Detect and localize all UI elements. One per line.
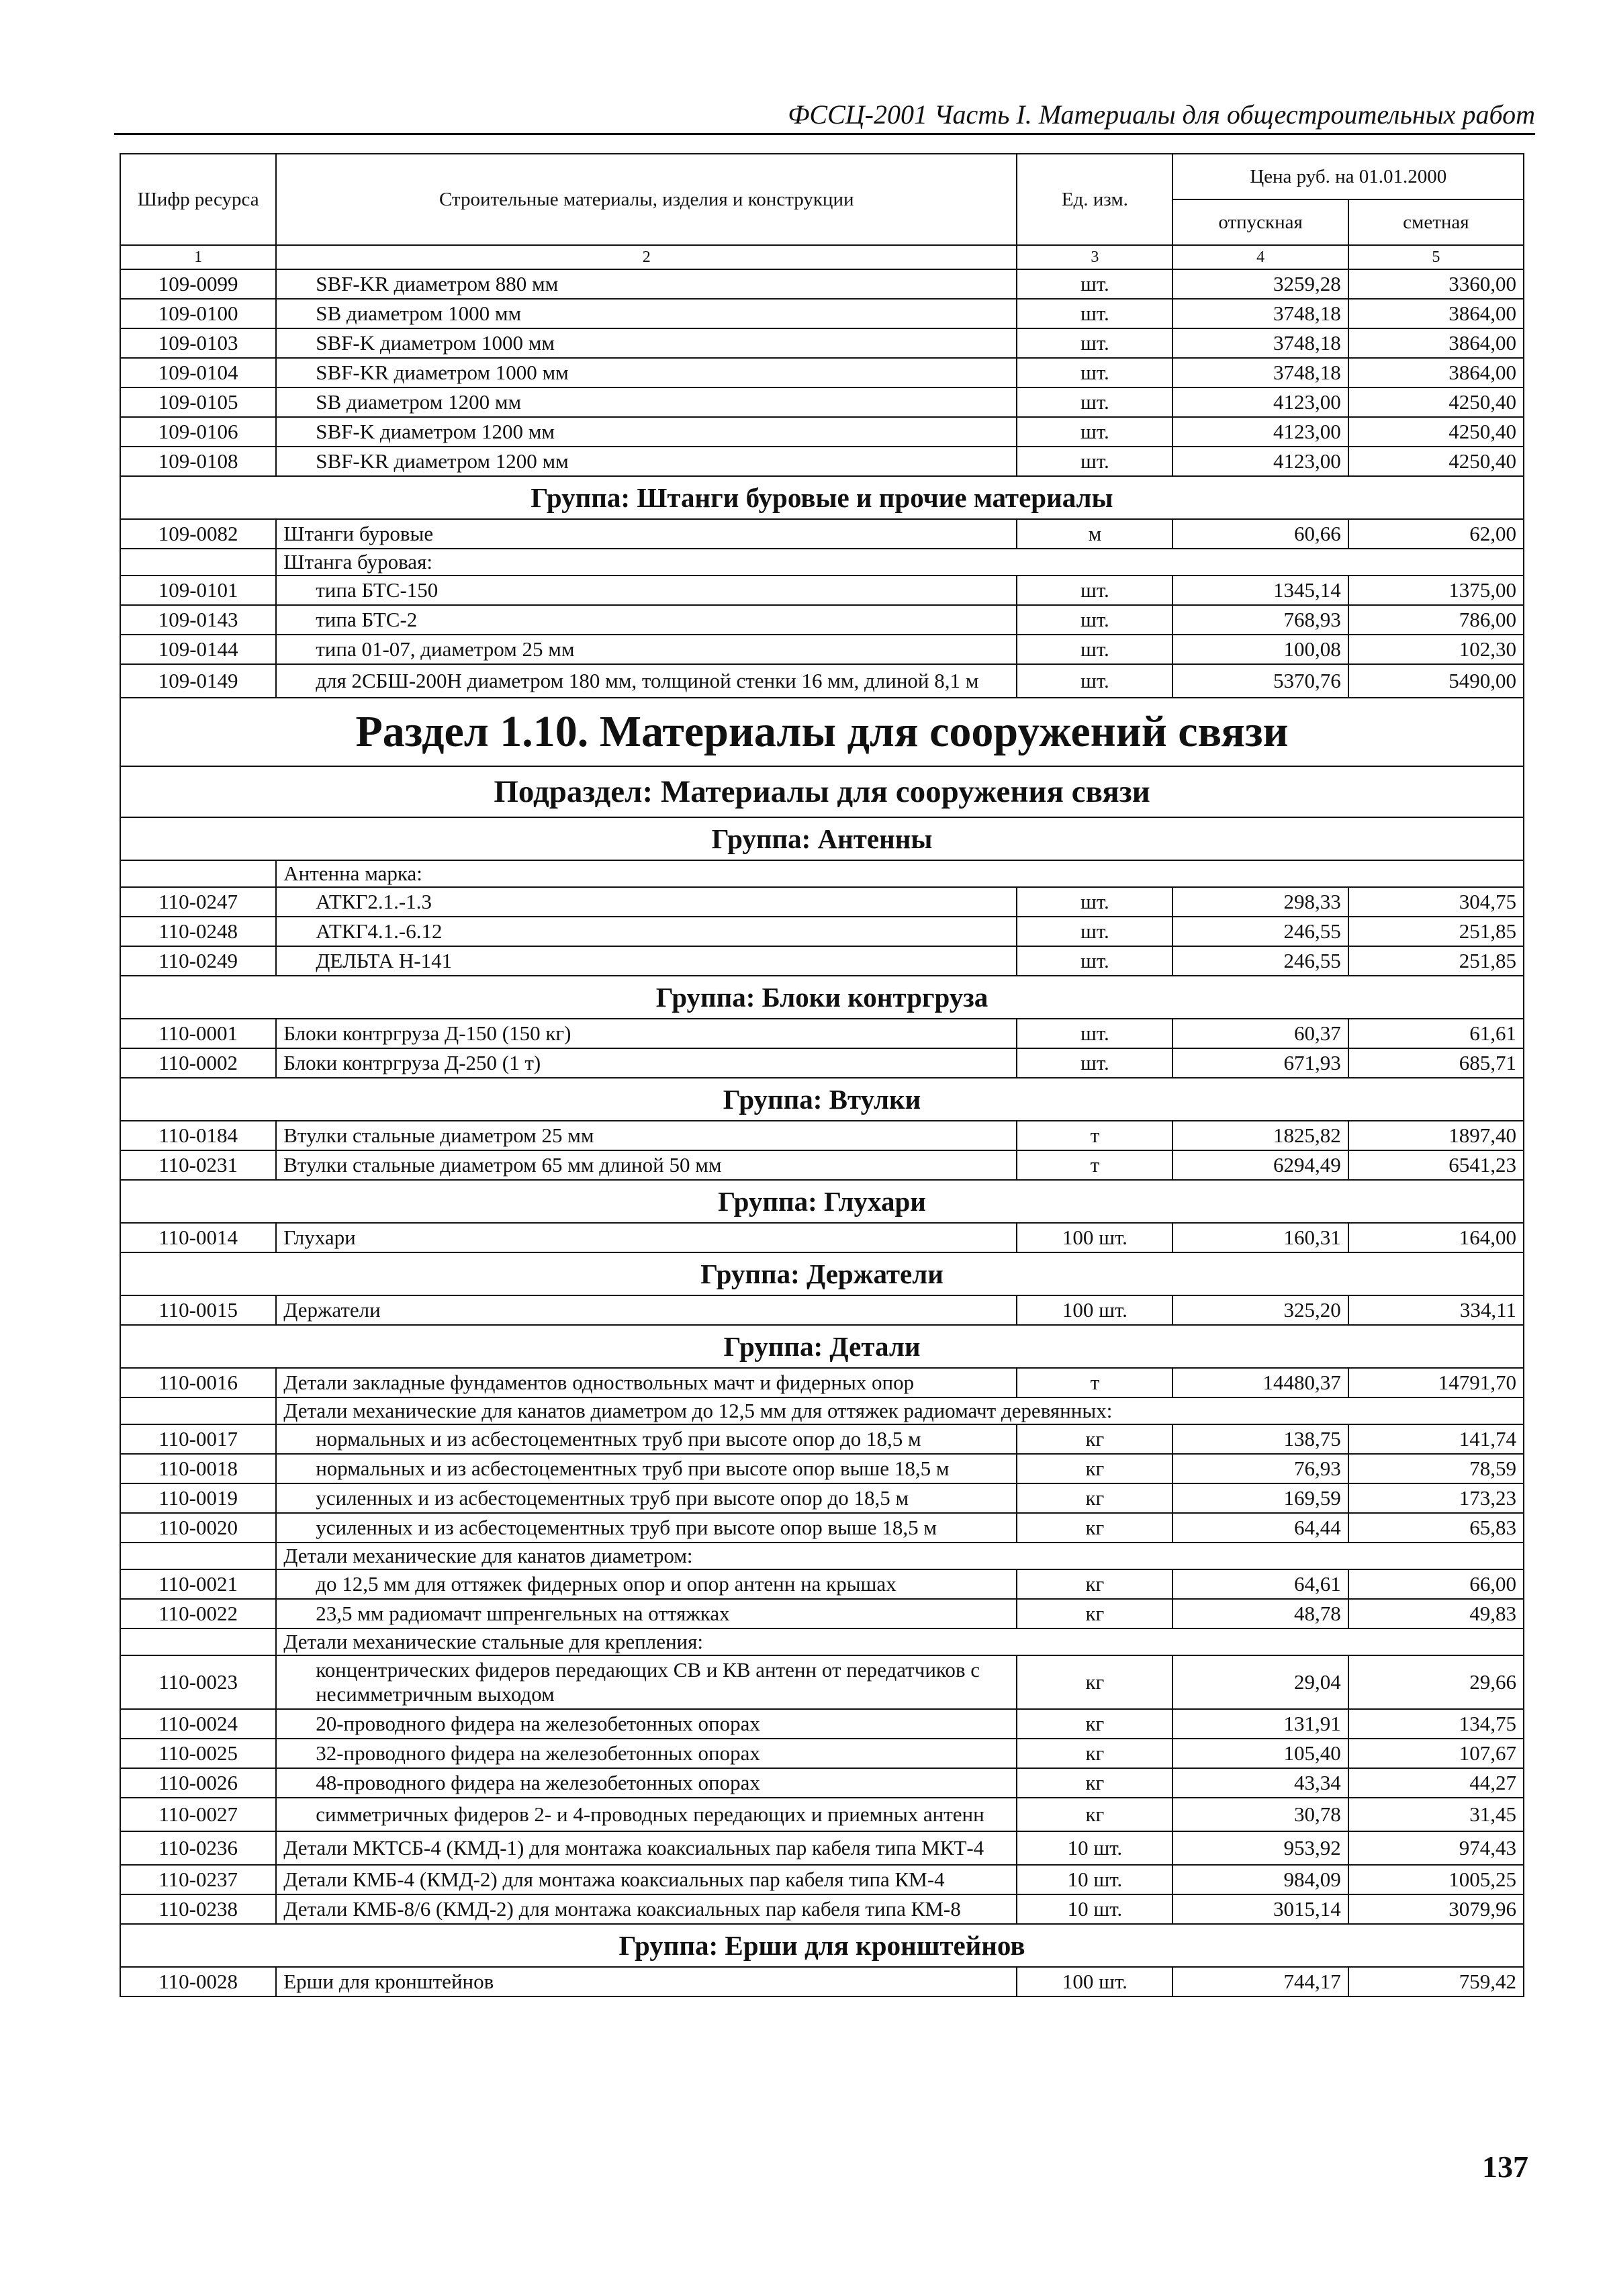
material-name: SB диаметром 1000 мм xyxy=(276,299,1017,328)
estimate-price: 685,71 xyxy=(1348,1048,1524,1078)
resource-code: 110-0025 xyxy=(120,1739,276,1768)
estimate-price: 31,45 xyxy=(1348,1798,1524,1831)
table-row xyxy=(120,1709,1524,1739)
group-heading: Группа: Антенны xyxy=(120,817,1524,860)
unit-of-measure: шт. xyxy=(1017,576,1173,605)
resource-code: 109-0144 xyxy=(120,635,276,664)
table-row xyxy=(120,1513,1524,1543)
resource-code: 110-0248 xyxy=(120,917,276,946)
release-price: 48,78 xyxy=(1173,1599,1348,1628)
unit-of-measure: кг xyxy=(1017,1798,1173,1831)
table-row xyxy=(120,417,1524,447)
group-heading: Группа: Глухари xyxy=(120,1180,1524,1223)
resource-code: 110-0022 xyxy=(120,1599,276,1628)
group-heading: Группа: Блоки контргруза xyxy=(120,976,1524,1019)
resource-code: 110-0018 xyxy=(120,1454,276,1483)
subsection-heading: Подраздел: Материалы для сооружения связи xyxy=(120,766,1524,817)
material-name: Держатели xyxy=(276,1295,1017,1325)
group-heading: Группа: Втулки xyxy=(120,1078,1524,1121)
material-name: SBF-KR диаметром 1200 мм xyxy=(276,447,1017,476)
release-price: 64,44 xyxy=(1173,1513,1348,1543)
table-row xyxy=(120,1768,1524,1798)
group-heading: Группа: Ерши для кронштейнов xyxy=(120,1924,1524,1967)
material-name: Ерши для кронштейнов xyxy=(276,1967,1017,1996)
estimate-price: 66,00 xyxy=(1348,1569,1524,1599)
estimate-price: 164,00 xyxy=(1348,1223,1524,1252)
material-name: Детали КМБ-4 (КМД-2) для монтажа коаксиальных пар кабеля типа КМ-4 xyxy=(276,1865,1017,1894)
resource-code: 109-0082 xyxy=(120,519,276,549)
release-price: 3748,18 xyxy=(1173,358,1348,387)
group-heading-row xyxy=(120,1078,1524,1121)
estimate-price: 44,27 xyxy=(1348,1768,1524,1798)
resource-code: 109-0149 xyxy=(120,664,276,698)
table-row xyxy=(120,1048,1524,1078)
resource-code: 110-0016 xyxy=(120,1368,276,1397)
resource-code: 110-0023 xyxy=(120,1655,276,1709)
subgroup-label: Антенна марка: xyxy=(276,860,1524,887)
unit-of-measure: шт. xyxy=(1017,1019,1173,1048)
section-heading-row xyxy=(120,698,1524,766)
release-price: 29,04 xyxy=(1173,1655,1348,1709)
release-price: 6294,49 xyxy=(1173,1150,1348,1180)
group-heading-row xyxy=(120,817,1524,860)
column-numbers-row xyxy=(120,245,1524,269)
unit-of-measure: шт. xyxy=(1017,635,1173,664)
estimate-price: 334,11 xyxy=(1348,1295,1524,1325)
estimate-price: 134,75 xyxy=(1348,1709,1524,1739)
group-heading: Группа: Держатели xyxy=(120,1252,1524,1295)
subgroup-label: Детали механические стальные для крепления: xyxy=(276,1628,1524,1655)
material-name: SB диаметром 1200 мм xyxy=(276,387,1017,417)
resource-code: 110-0231 xyxy=(120,1150,276,1180)
col-number: 1 xyxy=(120,245,276,269)
unit-of-measure: м xyxy=(1017,519,1173,549)
col-header-unit: Ед. изм. xyxy=(1017,154,1173,245)
unit-of-measure: шт. xyxy=(1017,417,1173,447)
release-price: 138,75 xyxy=(1173,1424,1348,1454)
table-row xyxy=(120,1599,1524,1628)
unit-of-measure: шт. xyxy=(1017,946,1173,976)
estimate-price: 5490,00 xyxy=(1348,664,1524,698)
material-name: ДЕЛЬТА Н-141 xyxy=(276,946,1017,976)
table-row xyxy=(120,1655,1524,1709)
table-row xyxy=(120,1739,1524,1768)
release-price: 246,55 xyxy=(1173,917,1348,946)
resource-code: 109-0101 xyxy=(120,576,276,605)
material-name: нормальных и из асбестоцементных труб при высоте опор выше 18,5 м xyxy=(276,1454,1017,1483)
unit-of-measure: 100 шт. xyxy=(1017,1223,1173,1252)
resource-code: 110-0247 xyxy=(120,887,276,917)
unit-of-measure: шт. xyxy=(1017,387,1173,417)
resource-code: 110-0028 xyxy=(120,1967,276,1996)
unit-of-measure: кг xyxy=(1017,1513,1173,1543)
material-name: для 2СБШ-200Н диаметром 180 мм, толщиной стенки 16 мм, длиной 8,1 м xyxy=(276,664,1017,698)
table-row xyxy=(120,1454,1524,1483)
release-price: 325,20 xyxy=(1173,1295,1348,1325)
release-price: 14480,37 xyxy=(1173,1368,1348,1397)
estimate-price: 4250,40 xyxy=(1348,387,1524,417)
material-name: усиленных и из асбестоцементных труб при высоте опор до 18,5 м xyxy=(276,1483,1017,1513)
unit-of-measure: шт. xyxy=(1017,664,1173,698)
table-row xyxy=(120,1483,1524,1513)
header-title: ФССЦ-2001 Часть I. Материалы для общестроительных работ xyxy=(788,99,1535,130)
table-row xyxy=(120,447,1524,476)
table-row xyxy=(120,1019,1524,1048)
subgroup-label: Штанга буровая: xyxy=(276,549,1524,576)
release-price: 3015,14 xyxy=(1173,1894,1348,1924)
release-price: 100,08 xyxy=(1173,635,1348,664)
unit-of-measure: шт. xyxy=(1017,917,1173,946)
estimate-price: 141,74 xyxy=(1348,1424,1524,1454)
unit-of-measure: шт. xyxy=(1017,358,1173,387)
resource-code: 110-0024 xyxy=(120,1709,276,1739)
unit-of-measure: кг xyxy=(1017,1454,1173,1483)
table-row xyxy=(120,1894,1524,1924)
material-name: Детали КМБ-8/6 (КМД-2) для монтажа коаксиальных пар кабеля типа КМ-8 xyxy=(276,1894,1017,1924)
material-name: Детали закладные фундаментов одноствольных мачт и фидерных опор xyxy=(276,1368,1017,1397)
group-heading-row xyxy=(120,1252,1524,1295)
resource-code: 109-0106 xyxy=(120,417,276,447)
estimate-price: 4250,40 xyxy=(1348,417,1524,447)
table-row xyxy=(120,664,1524,698)
resource-code: 109-0100 xyxy=(120,299,276,328)
group-heading-row xyxy=(120,476,1524,519)
section-heading: Раздел 1.10. Материалы для сооружений связи xyxy=(120,698,1524,766)
table-row xyxy=(120,1798,1524,1831)
estimate-price: 49,83 xyxy=(1348,1599,1524,1628)
col-header-price: Цена руб. на 01.01.2000 xyxy=(1173,154,1524,199)
resource-code: 110-0019 xyxy=(120,1483,276,1513)
resource-code: 110-0249 xyxy=(120,946,276,976)
resource-code: 110-0184 xyxy=(120,1121,276,1150)
unit-of-measure: кг xyxy=(1017,1483,1173,1513)
material-name: SBF-K диаметром 1200 мм xyxy=(276,417,1017,447)
group-heading-row xyxy=(120,1180,1524,1223)
material-name: типа БТС-2 xyxy=(276,605,1017,635)
resource-code: 110-0002 xyxy=(120,1048,276,1078)
resource-code: 109-0108 xyxy=(120,447,276,476)
material-name: АТКГ2.1.-1.3 xyxy=(276,887,1017,917)
release-price: 160,31 xyxy=(1173,1223,1348,1252)
estimate-price: 3864,00 xyxy=(1348,328,1524,358)
table-row xyxy=(120,576,1524,605)
table-row xyxy=(120,1295,1524,1325)
table-row xyxy=(120,887,1524,917)
table-row xyxy=(120,269,1524,299)
resource-code: 110-0237 xyxy=(120,1865,276,1894)
estimate-price: 304,75 xyxy=(1348,887,1524,917)
table-row xyxy=(120,1223,1524,1252)
release-price: 4123,00 xyxy=(1173,417,1348,447)
table-row xyxy=(120,358,1524,387)
estimate-price: 62,00 xyxy=(1348,519,1524,549)
unit-of-measure: шт. xyxy=(1017,605,1173,635)
unit-of-measure: т xyxy=(1017,1121,1173,1150)
material-name: 48-проводного фидера на железобетонных опорах xyxy=(276,1768,1017,1798)
unit-of-measure: шт. xyxy=(1017,269,1173,299)
release-price: 671,93 xyxy=(1173,1048,1348,1078)
col-header-estimate-price: сметная xyxy=(1348,199,1524,245)
resource-code: 109-0099 xyxy=(120,269,276,299)
material-name: нормальных и из асбестоцементных труб при высоте опор до 18,5 м xyxy=(276,1424,1017,1454)
col-number: 4 xyxy=(1173,245,1348,269)
material-name: 23,5 мм радиомачт шпренгельных на оттяжках xyxy=(276,1599,1017,1628)
estimate-price: 251,85 xyxy=(1348,946,1524,976)
page-header xyxy=(114,94,1535,135)
resource-code: 109-0105 xyxy=(120,387,276,417)
empty-code-cell xyxy=(120,1397,276,1424)
release-price: 744,17 xyxy=(1173,1967,1348,1996)
material-name: Блоки контргруза Д-250 (1 т) xyxy=(276,1048,1017,1078)
material-name: Втулки стальные диаметром 25 мм xyxy=(276,1121,1017,1150)
unit-of-measure: 10 шт. xyxy=(1017,1831,1173,1865)
estimate-price: 3864,00 xyxy=(1348,358,1524,387)
resource-code: 110-0236 xyxy=(120,1831,276,1865)
col-number: 2 xyxy=(276,245,1017,269)
subsection-heading-row xyxy=(120,766,1524,817)
material-name: Штанги буровые xyxy=(276,519,1017,549)
page-number: 137 xyxy=(1482,2150,1528,2184)
release-price: 4123,00 xyxy=(1173,387,1348,417)
resource-code: 109-0143 xyxy=(120,605,276,635)
estimate-price: 29,66 xyxy=(1348,1655,1524,1709)
table-row xyxy=(120,387,1524,417)
release-price: 298,33 xyxy=(1173,887,1348,917)
estimate-price: 173,23 xyxy=(1348,1483,1524,1513)
col-header-code: Шифр ресурса xyxy=(120,154,276,245)
unit-of-measure: кг xyxy=(1017,1739,1173,1768)
unit-of-measure: кг xyxy=(1017,1569,1173,1599)
unit-of-measure: 100 шт. xyxy=(1017,1967,1173,1996)
estimate-price: 1375,00 xyxy=(1348,576,1524,605)
release-price: 5370,76 xyxy=(1173,664,1348,698)
estimate-price: 61,61 xyxy=(1348,1019,1524,1048)
release-price: 1825,82 xyxy=(1173,1121,1348,1150)
table-row xyxy=(120,635,1524,664)
group-heading: Группа: Штанги буровые и прочие материалы xyxy=(120,476,1524,519)
estimate-price: 6541,23 xyxy=(1348,1150,1524,1180)
resource-code: 110-0015 xyxy=(120,1295,276,1325)
unit-of-measure: кг xyxy=(1017,1655,1173,1709)
col-header-name: Строительные материалы, изделия и конструкции xyxy=(276,154,1017,245)
material-name: Детали МКТСБ-4 (КМД-1) для монтажа коаксиальных пар кабеля типа МКТ-4 xyxy=(276,1831,1017,1865)
release-price: 4123,00 xyxy=(1173,447,1348,476)
unit-of-measure: т xyxy=(1017,1150,1173,1180)
unit-of-measure: 10 шт. xyxy=(1017,1894,1173,1924)
table-header-row xyxy=(120,154,1524,199)
subgroup-label: Детали механические для канатов диаметром: xyxy=(276,1543,1524,1569)
release-price: 3748,18 xyxy=(1173,299,1348,328)
subgroup-label-row xyxy=(120,549,1524,576)
empty-code-cell xyxy=(120,549,276,576)
resource-code: 109-0104 xyxy=(120,358,276,387)
estimate-price: 974,43 xyxy=(1348,1831,1524,1865)
table-row xyxy=(120,605,1524,635)
subgroup-label-row xyxy=(120,1543,1524,1569)
estimate-price: 102,30 xyxy=(1348,635,1524,664)
estimate-price: 251,85 xyxy=(1348,917,1524,946)
material-name: 20-проводного фидера на железобетонных опорах xyxy=(276,1709,1017,1739)
release-price: 3748,18 xyxy=(1173,328,1348,358)
empty-code-cell xyxy=(120,860,276,887)
estimate-price: 3360,00 xyxy=(1348,269,1524,299)
release-price: 953,92 xyxy=(1173,1831,1348,1865)
table-row xyxy=(120,1424,1524,1454)
col-number: 5 xyxy=(1348,245,1524,269)
release-price: 1345,14 xyxy=(1173,576,1348,605)
unit-of-measure: кг xyxy=(1017,1599,1173,1628)
resource-code: 110-0020 xyxy=(120,1513,276,1543)
material-name: симметричных фидеров 2- и 4-проводных передающих и приемных антенн xyxy=(276,1798,1017,1831)
release-price: 30,78 xyxy=(1173,1798,1348,1831)
material-name: АТКГ4.1.-6.12 xyxy=(276,917,1017,946)
resource-code: 110-0017 xyxy=(120,1424,276,1454)
estimate-price: 4250,40 xyxy=(1348,447,1524,476)
empty-code-cell xyxy=(120,1628,276,1655)
release-price: 246,55 xyxy=(1173,946,1348,976)
release-price: 60,37 xyxy=(1173,1019,1348,1048)
group-heading-row xyxy=(120,976,1524,1019)
release-price: 105,40 xyxy=(1173,1739,1348,1768)
subgroup-label-row xyxy=(120,860,1524,887)
material-name: Блоки контргруза Д-150 (150 кг) xyxy=(276,1019,1017,1048)
estimate-price: 14791,70 xyxy=(1348,1368,1524,1397)
release-price: 768,93 xyxy=(1173,605,1348,635)
estimate-price: 1005,25 xyxy=(1348,1865,1524,1894)
material-name: Втулки стальные диаметром 65 мм длиной 50 мм xyxy=(276,1150,1017,1180)
unit-of-measure: шт. xyxy=(1017,887,1173,917)
estimate-price: 786,00 xyxy=(1348,605,1524,635)
estimate-price: 78,59 xyxy=(1348,1454,1524,1483)
unit-of-measure: шт. xyxy=(1017,447,1173,476)
table-row xyxy=(120,1121,1524,1150)
release-price: 43,34 xyxy=(1173,1768,1348,1798)
release-price: 76,93 xyxy=(1173,1454,1348,1483)
resource-code: 110-0021 xyxy=(120,1569,276,1599)
col-header-release-price: отпускная xyxy=(1173,199,1348,245)
table-row xyxy=(120,519,1524,549)
table-row xyxy=(120,1150,1524,1180)
material-name: SBF-KR диаметром 1000 мм xyxy=(276,358,1017,387)
unit-of-measure: 10 шт. xyxy=(1017,1865,1173,1894)
table-row xyxy=(120,299,1524,328)
table-row xyxy=(120,1865,1524,1894)
unit-of-measure: шт. xyxy=(1017,328,1173,358)
table-row xyxy=(120,1967,1524,1996)
material-name: типа 01-07, диаметром 25 мм xyxy=(276,635,1017,664)
material-name: концентрических фидеров передающих СВ и КВ антенн от передатчиков с несимметричным выходом xyxy=(276,1655,1017,1709)
table-row xyxy=(120,946,1524,976)
group-heading-row xyxy=(120,1924,1524,1967)
table-row xyxy=(120,1368,1524,1397)
subgroup-label-row xyxy=(120,1397,1524,1424)
material-name: SBF-K диаметром 1000 мм xyxy=(276,328,1017,358)
resource-code: 110-0001 xyxy=(120,1019,276,1048)
resource-code: 110-0014 xyxy=(120,1223,276,1252)
estimate-price: 1897,40 xyxy=(1348,1121,1524,1150)
table-row xyxy=(120,1831,1524,1865)
material-name: SBF-KR диаметром 880 мм xyxy=(276,269,1017,299)
price-table xyxy=(120,153,1524,1997)
estimate-price: 759,42 xyxy=(1348,1967,1524,1996)
release-price: 3259,28 xyxy=(1173,269,1348,299)
estimate-price: 3864,00 xyxy=(1348,299,1524,328)
release-price: 60,66 xyxy=(1173,519,1348,549)
estimate-price: 107,67 xyxy=(1348,1739,1524,1768)
material-name: усиленных и из асбестоцементных труб при высоте опор выше 18,5 м xyxy=(276,1513,1017,1543)
table-row xyxy=(120,917,1524,946)
resource-code: 109-0103 xyxy=(120,328,276,358)
unit-of-measure: шт. xyxy=(1017,299,1173,328)
release-price: 984,09 xyxy=(1173,1865,1348,1894)
unit-of-measure: 100 шт. xyxy=(1017,1295,1173,1325)
release-price: 131,91 xyxy=(1173,1709,1348,1739)
estimate-price: 65,83 xyxy=(1348,1513,1524,1543)
table-row xyxy=(120,1569,1524,1599)
unit-of-measure: кг xyxy=(1017,1709,1173,1739)
empty-code-cell xyxy=(120,1543,276,1569)
unit-of-measure: кг xyxy=(1017,1768,1173,1798)
material-name: Глухари xyxy=(276,1223,1017,1252)
subgroup-label: Детали механические для канатов диаметром до 12,5 мм для оттяжек радиомачт деревянных: xyxy=(276,1397,1524,1424)
col-number: 3 xyxy=(1017,245,1173,269)
material-name: до 12,5 мм для оттяжек фидерных опор и опор антенн на крышах xyxy=(276,1569,1017,1599)
material-name: типа БТС-150 xyxy=(276,576,1017,605)
unit-of-measure: кг xyxy=(1017,1424,1173,1454)
material-name: 32-проводного фидера на железобетонных опорах xyxy=(276,1739,1017,1768)
table-row xyxy=(120,328,1524,358)
release-price: 169,59 xyxy=(1173,1483,1348,1513)
estimate-price: 3079,96 xyxy=(1348,1894,1524,1924)
release-price: 64,61 xyxy=(1173,1569,1348,1599)
unit-of-measure: т xyxy=(1017,1368,1173,1397)
resource-code: 110-0238 xyxy=(120,1894,276,1924)
group-heading-row xyxy=(120,1325,1524,1368)
unit-of-measure: шт. xyxy=(1017,1048,1173,1078)
group-heading: Группа: Детали xyxy=(120,1325,1524,1368)
resource-code: 110-0027 xyxy=(120,1798,276,1831)
resource-code: 110-0026 xyxy=(120,1768,276,1798)
subgroup-label-row xyxy=(120,1628,1524,1655)
